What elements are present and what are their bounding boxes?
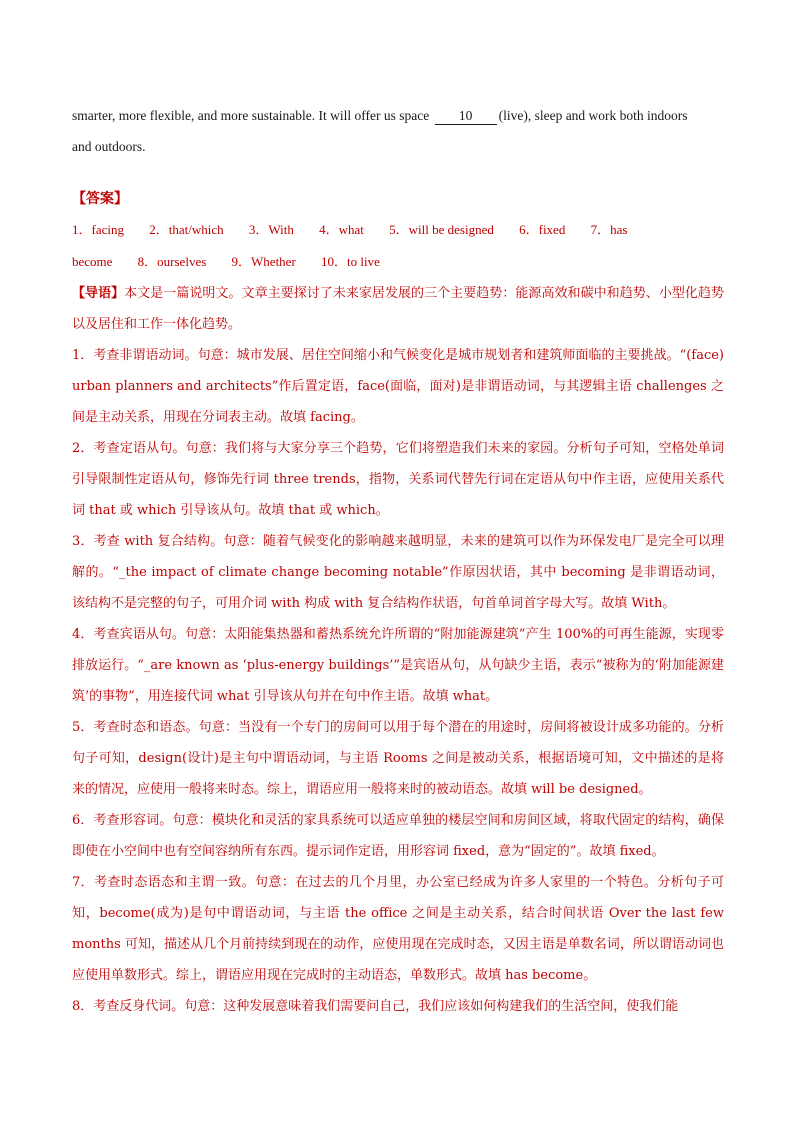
- answer-item: 6．fixed: [519, 222, 566, 237]
- guide-text: 本文是一篇说明文。文章主要探讨了未来家居发展的三个主要趋势：能源高效和碳中和趋势、小型化趋势以及居住和工作一体化趋势。: [72, 286, 724, 332]
- answers-row-2: [72, 246, 724, 278]
- answer-item: 8．ourselves: [137, 254, 207, 269]
- explanation-2: 2．考查定语从句。句意：我们将与大家分享三个趋势，它们将塑造我们未来的家园。分析句子可知，空格处单词引导限制性定语从句，修饰先行词 three trends，指物，关系词代替先行词在定语从句中作主语，应使用关系代词 that 或 which 引导该从句。故填 that 或 which。: [72, 441, 724, 518]
- answer-item: 10．to live: [321, 254, 380, 269]
- answer-item: become: [72, 254, 113, 269]
- answers-row-1: [72, 214, 724, 246]
- passage-line-1: [72, 100, 724, 131]
- explanation-7: 7．考查时态语态和主谓一致。句意：在过去的几个月里，办公室已经成为许多人家里的一个特色。分析句子可知，become(成为)是句中谓语动词，与主语 the office 之间是主动关系，结合时间状语 Over the last few months 可知，描述从几个月前持续到现在的动作，应使用现在完成时态，又因主语是单数名词，所以谓语动词也应使用单数形式。综上，谓语应用现在完成时的主动语态，单数形式。故填 has become。: [72, 875, 724, 983]
- answer-item: 4．what: [319, 222, 364, 237]
- answer-item: 7．has: [590, 222, 628, 237]
- passage-text-after: (live), sleep and work both indoors: [498, 108, 688, 123]
- document-page: [72, 100, 724, 1022]
- answer-item: 5．will be designed: [389, 222, 494, 237]
- answer-item: 2．that/which: [149, 222, 224, 237]
- explanation-3: 3．考查 with 复合结构。句意：随着气候变化的影响越来越明显，未来的建筑可以作为环保发电厂是完全可以理解的。“_the impact of climate change becoming notable”作原因状语，其中 becoming 是非谓语动词，该结构不是完整的句子，可用介词 with 构成 with 复合结构作状语，句首单词首字母大写。故填 With。: [72, 534, 724, 611]
- passage-line-2: and outdoors.: [72, 139, 146, 154]
- explanation-8: 8．考查反身代词。句意：这种发展意味着我们需要问自己，我们应该如何构建我们的生活空间，使我们能: [72, 999, 679, 1014]
- answer-item: 1．facing: [72, 222, 124, 237]
- guide-paragraph: [72, 278, 724, 340]
- explanation-1: 1．考查非谓语动词。句意：城市发展、居住空间缩小和气候变化是城市规划者和建筑师面临的主要挑战。“(face) urban planners and architects”作后置定语，face(面临，面对)是非谓语动词，与其逻辑主语 challenges 之间是主动关系，用现在分词表主动。故填 facing。: [72, 348, 724, 425]
- passage-text-before: smarter, more flexible, and more sustainable. It will offer us space: [72, 108, 433, 123]
- answer-blank-10: 10: [435, 108, 497, 125]
- explanation-6: 6．考查形容词。句意：模块化和灵活的家具系统可以适应单独的楼层空间和房间区域，将取代固定的结构，确保即使在小空间中也有空间容纳所有东西。提示词作定语，用形容词 fixed，意为“固定的”。故填 fixed。: [72, 813, 724, 859]
- answer-item: 3．With: [248, 222, 294, 237]
- guide-tag: 【导语】: [72, 286, 125, 301]
- explanation-5: 5．考查时态和语态。句意：当没有一个专门的房间可以用于每个潜在的用途时，房间将被设计成多功能的。分析句子可知，design(设计)是主句中谓语动词，与主语 Rooms 之间是被动关系，根据语境可知，文中描述的是将来的情况，应使用一般将来时态。综上，谓语应用一般将来时的被动语态。故填 will be designed。: [72, 720, 724, 797]
- explanation-4: 4．考查宾语从句。句意：太阳能集热器和蓄热系统允许所谓的“附加能源建筑”产生 100%的可再生能源，实现零排放运行。“_are known as ‘plus-energy buildings’”是宾语从句，从句缺少主语，表示“被称为的‘附加能源建筑’的事物”，用连接代词 what 引导该从句并在句中作主语。故填 what。: [72, 627, 724, 704]
- answers-heading: 【答案】: [72, 191, 128, 207]
- spacer: [72, 162, 724, 184]
- answer-item: 9．Whether: [231, 254, 296, 269]
